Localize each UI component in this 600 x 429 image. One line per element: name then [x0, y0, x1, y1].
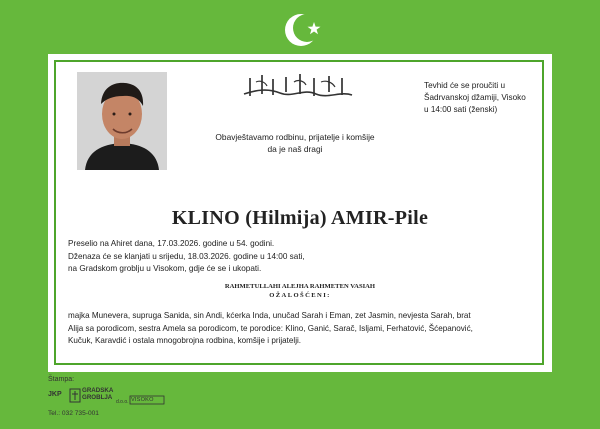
visoko-label: VISOKO	[131, 397, 154, 403]
tevhid-line-3: u 14:00 sati (ženski)	[424, 105, 498, 114]
mourners-line-3: Kučuk, Karavdić i ostala mnogobrojna rodbina, komšije i prijatelji.	[68, 336, 302, 345]
print-label: Štampa:	[48, 376, 75, 383]
mourners-list	[68, 310, 538, 348]
crescent-star-icon	[281, 8, 325, 52]
funeral-details	[68, 238, 448, 276]
mourners-line-2: Alija sa porodicom, sestra Amela sa porodicom, te porodice: Klino, Ganić, Sarač, Isljami, Ferhatović, Šćepanović,	[68, 323, 473, 333]
mourners-line-1: majka Munevera, supruga Sanida, sin Andi, kćerka Inda, unučad Sarah i Eman, zet Jasmin, nevjesta Sarah, brat	[68, 311, 471, 320]
tevhid-line-2: Šadrvanskoj džamiji, Visoko	[424, 93, 526, 102]
doo-label: d.o.o.	[116, 399, 129, 405]
rahmet-prayer: RAHMETULLAHI ALEJHA RAHMETEN VASIAH	[224, 283, 376, 290]
intro-line-1: Obavještavamo rodbinu, prijatelje i komšije	[215, 132, 375, 142]
intro-line-2: da je naš dragi	[267, 144, 323, 154]
deceased-photo	[77, 72, 167, 170]
gradska-line-2: GROBLJA	[82, 394, 113, 402]
arabic-calligraphy-icon	[238, 70, 358, 102]
tevhid-line-1: Tevhid će se proučiti u	[424, 81, 506, 90]
phone-number: Tel.: 032 735-001	[48, 410, 99, 417]
mourners-heading: OŽALOŠĆENI:	[269, 292, 331, 299]
details-line-2: Dženaza će se klanjati u srijedu, 18.03.2026. godine u 14:00 sati,	[68, 251, 305, 261]
details-line-3: na Gradskom groblju u Visokom, gdje će se i ukopati.	[68, 264, 262, 273]
tevhid-notice	[424, 80, 544, 116]
rahmet-section	[60, 282, 540, 300]
announcement-intro	[188, 131, 402, 155]
details-line-1: Preselio na Ahiret dana, 17.03.2026. godine u 54. godini.	[68, 239, 275, 248]
deceased-name: KLINO (Hilmija) AMIR-Pile	[171, 207, 429, 229]
jkp-label: JKP	[48, 391, 62, 398]
gradska-groblja-label	[82, 387, 113, 402]
gradska-line-1: GRADSKA	[82, 387, 114, 394]
